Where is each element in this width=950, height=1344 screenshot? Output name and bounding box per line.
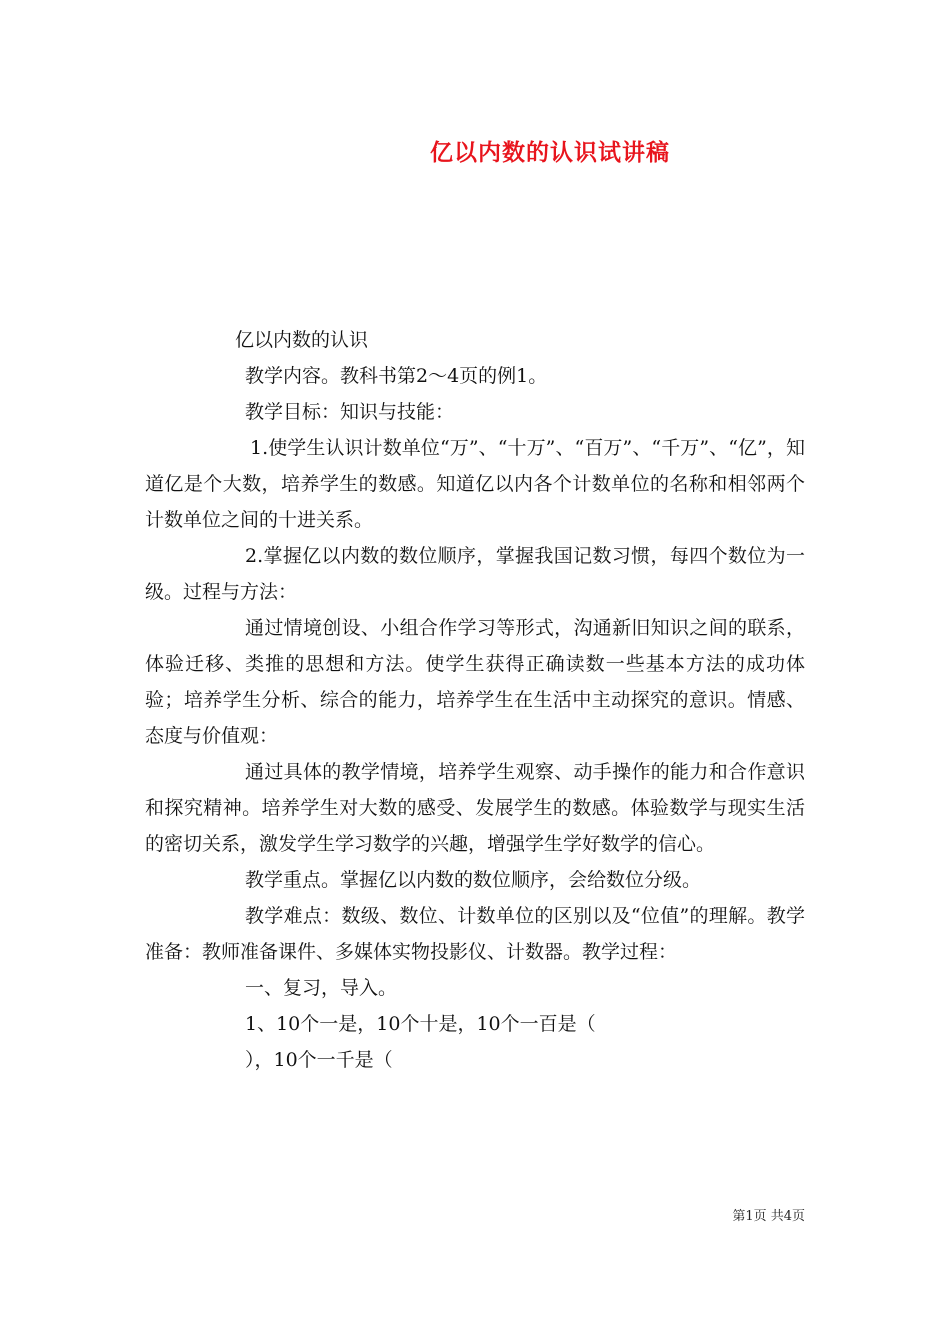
- paragraph-key-points: 教学重点。掌握亿以内数的数位顺序，会给数位分级。: [245, 869, 702, 891]
- paragraph-process-method: 通过情境创设、小组合作学习等形式，沟通新旧知识之间的联系，体验迁移、类推的思想和方法。使学生获得正确读数一些基本方法的成功体验；培养学生分析、综合的能力，培养学生在生活中主动探究的意识。情感、态度与价值观：: [145, 617, 805, 747]
- paragraph-objective-2: 2.掌握亿以内数的数位顺序，掌握我国记数习惯，每四个数位为一级。过程与方法：: [145, 545, 805, 603]
- page-number: 第1页 共4页: [732, 1209, 805, 1224]
- document-title: 亿以内数的认识试讲稿: [430, 139, 670, 166]
- paragraph-objectives: 教学目标：知识与技能：: [245, 401, 455, 423]
- paragraph-objective-1: 1.使学生认识计数单位“万”、“十万”、“百万”、“千万”、“亿”，知道亿是个大数，培养学生的数感。知道亿以内各个计数单位的名称和相邻两个计数单位之间的十进关系。: [145, 437, 805, 531]
- document-body: [145, 322, 805, 1078]
- paragraph-content: 教学内容。教科书第2～4页的例1。: [245, 365, 548, 387]
- paragraph-difficulties: 教学难点：数级、数位、计数单位的区别以及“位值”的理解。教学准备：教师准备课件、多媒体实物投影仪、计数器。教学过程：: [145, 905, 805, 963]
- paragraph-subtitle: 亿以内数的认识: [235, 329, 369, 351]
- paragraph-review-item-1-cont: ），10个一千是（: [245, 1049, 393, 1071]
- paragraph-review-item-1: 1、10个一是，10个十是，10个一百是（: [245, 1013, 596, 1035]
- paragraph-review-heading: 一、复习，导入。: [245, 977, 398, 999]
- paragraph-attitude-values: 通过具体的教学情境，培养学生观察、动手操作的能力和合作意识和探究精神。培养学生对大数的感受、发展学生的数感。体验数学与现实生活的密切关系，激发学生学习数学的兴趣，增强学生学好数学的信心。: [145, 761, 805, 855]
